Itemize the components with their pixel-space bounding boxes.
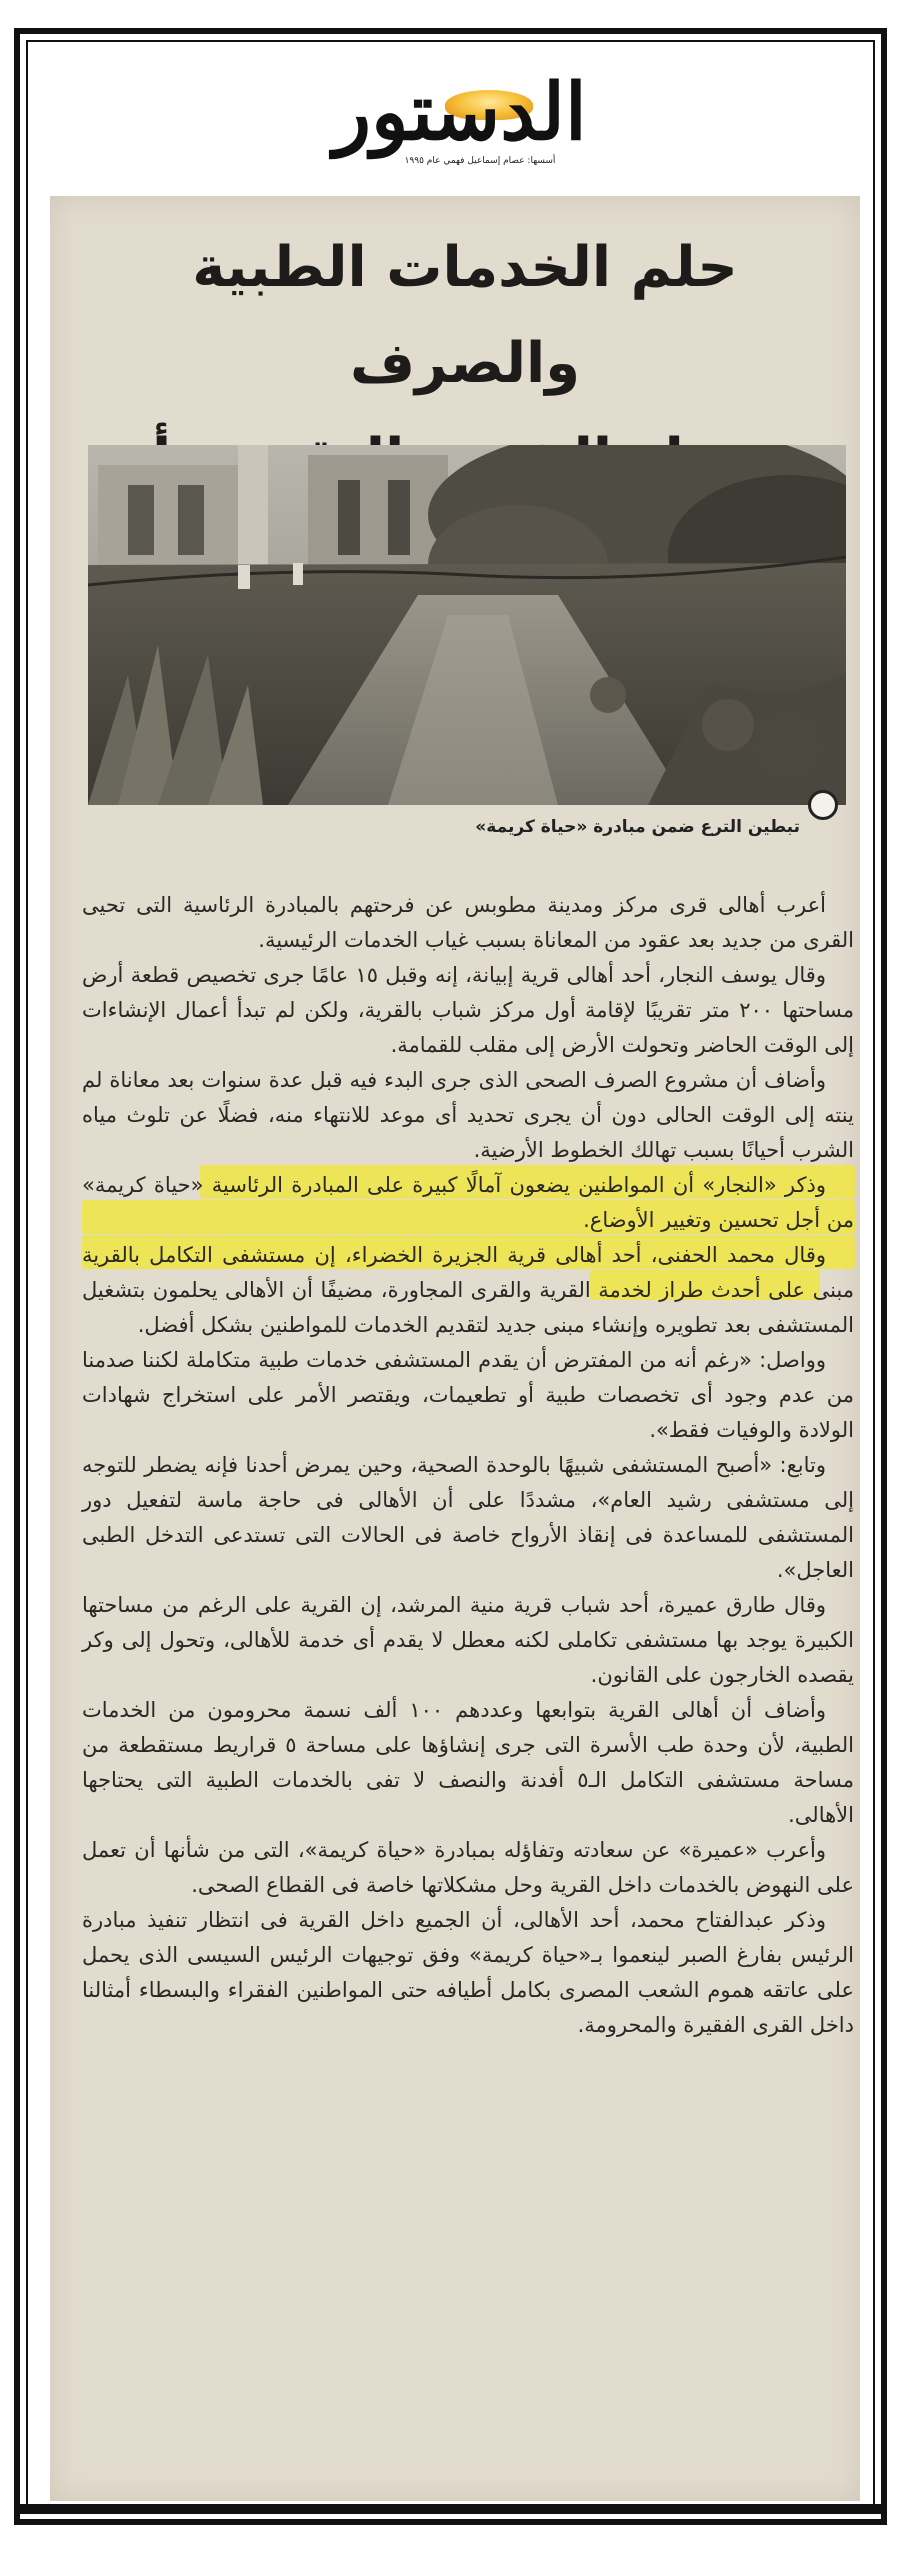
masthead [190, 67, 730, 170]
photo-caption: تبطين الترع ضمن مبادرة «حياة كريمة» [475, 817, 800, 837]
paragraph: وتابع: «أصبح المستشفى شبيهًا بالوحدة الصحية، وحين يمرض أحدنا فإنه يضطر للتوجه إلى مستشفى رشيد العام»، مشددًا على أن الأهالى فى حاجة ماسة لتفعيل دور المستشفى للمساعدة فى إنقاذ الأرواح خاصة فى الحالات التى تستدعى التدخل الطبى العاجل». [82, 1453, 854, 1582]
paragraph: وقال يوسف النجار، أحد أهالى قرية إبيانة، إنه وقبل ١٥ عامًا جرى تخصيص قطعة أرض مساحتها ٢٠٠ متر تقريبًا لإقامة أول مركز شباب بالقرية، ولكن لم تبدأ أعمال الإنشاءات إلى الوقت الحاضر وتحولت الأرض إلى مقلب للقمامة. [82, 963, 854, 1057]
newspaper-logo: الدستور [333, 67, 587, 158]
paragraph: وأضاف أن أهالى القرية بتوابعها وعددهم ١٠٠ ألف نسمة محرومون من الخدمات الطبية، لأن وحدة طب الأسرة التى جرى إنشاؤها على مساحة ٥ قراريط مستقطعة من مساحة مستشفى التكامل الـ٥ أفدنة والنصف لا تفى بالخدمات الطبية التى يحتاجها الأهالى. [82, 1698, 854, 1827]
bottom-frame-bar [14, 2504, 887, 2514]
paragraph: وقال طارق عميرة، أحد شباب قرية منية المرشد، إن القرية على الرغم من مساحتها الكبيرة يوجد بها مستشفى تكاملى لكنه معطل لا يقدم أى خدمة للأهالى، وتحول إلى وكر يقصده الخارجون على القانون. [82, 1593, 854, 1687]
headline-line-1: حلم الخدمات الطبية والصرف [192, 235, 738, 396]
paragraph: وأضاف أن مشروع الصرف الصحى الذى جرى البدء فيه قبل عدة سنوات بعد معاناة لم ينته إلى الوقت الحالى دون أن يجرى تحديد أى موعد للانتهاء منه، فضلًا عن تلوث مياه الشرب أحيانًا بسبب تهالك الخطوط الأرضية. [82, 1068, 854, 1162]
paragraph: وواصل: «رغم أنه من المفترض أن يقدم المستشفى خدمات طبية متكاملة لكننا صدمنا من عدم وجود أى تخصصات طبية أو تطعيمات، ويقتصر الأمر على استخراج شهادات الولادة والوفيات فقط». [82, 1348, 854, 1442]
article-body [82, 888, 854, 2043]
paragraph: وقال محمد الحفنى، أحد أهالى قرية الجزيرة الخضراء، إن مستشفى التكامل بالقرية مبنى على أحدث طراز لخدمة القرية والقرى المجاورة، مضيفًا أن الأهالى يحلمون بتشغيل المستشفى بعد تطويره وإنشاء مبنى جديد لتقديم الخدمات للمواطنين بشكل أفضل. [82, 1243, 854, 1337]
circle-marker-icon [808, 790, 838, 820]
paragraph: وذكر عبدالفتاح محمد، أحد الأهالى، أن الجميع داخل القرية فى انتظار تنفيذ مبادرة الرئيس بفارغ الصبر لينعموا بـ«حياة كريمة» وفق توجيهات الرئيس السيسى الذى يحمل على عاتقه هموم الشعب المصرى بكامل أطيافه حتى المواطنين الفقراء والبسطاء أمثالنا داخل القرى الفقيرة والمحرومة. [82, 1908, 854, 2037]
paragraph: وذكر «النجار» أن المواطنين يضعون آمالًا كبيرة على المبادرة الرئاسية «حياة كريمة» من أجل تحسين وتغيير الأوضاع. [82, 1173, 854, 1232]
paragraph: أعرب أهالى قرى مركز ومدينة مطوبس عن فرحتهم بالمبادرة الرئاسية التى تحيى القرى من جديد بعد عقود من المعاناة بسبب غياب الخدمات الرئيسية. [82, 893, 854, 952]
masthead-tagline: أسسها: عصام إسماعيل فهمي عام ١٩٩٥ [404, 156, 556, 166]
paragraph: وأعرب «عميرة» عن سعادته وتفاؤله بمبادرة «حياة كريمة»، التى من شأنها أن تعمل على النهوض بالخدمات داخل القرية وحل مشكلاتها خاصة فى القطاع الصحى. [82, 1838, 854, 1897]
canal-scene-illustration [88, 445, 846, 805]
article-photo [88, 445, 846, 805]
